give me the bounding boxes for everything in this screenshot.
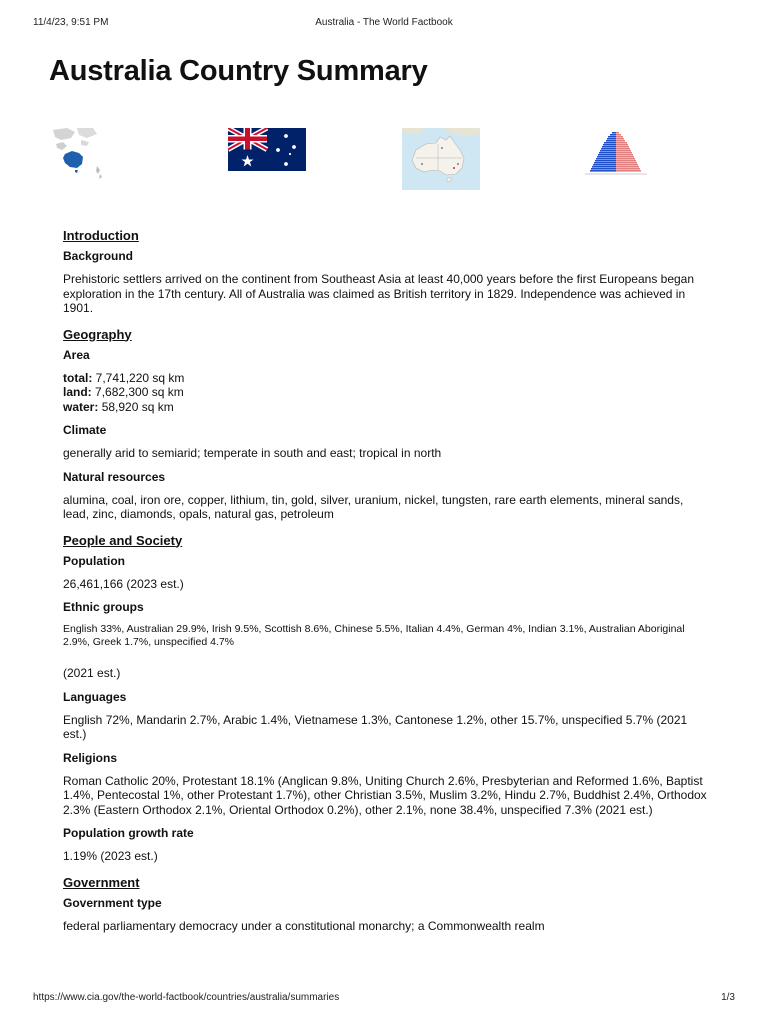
pyramid-male-bar bbox=[608, 136, 616, 138]
field-title-background: Background bbox=[63, 249, 134, 263]
section-title-people-and-society[interactable]: People and Society bbox=[63, 532, 183, 548]
climate-text: generally arid to semiarid; temperate in south and east; tropical in north bbox=[63, 446, 442, 460]
country-map-image[interactable] bbox=[402, 128, 480, 190]
pyramid-female-bar bbox=[616, 158, 635, 160]
pyramid-female-bar bbox=[616, 144, 628, 146]
pyramid-male-bar bbox=[596, 158, 616, 160]
print-url: https://www.cia.gov/the-world-factbook/countries/australia/summaries bbox=[33, 992, 340, 1003]
area-total-label: total: bbox=[63, 370, 93, 385]
pyramid-male-bar bbox=[603, 144, 616, 146]
pyramid-female-bar bbox=[616, 162, 637, 164]
print-header bbox=[0, 17, 768, 31]
background-text: Prehistoric settlers arrived on the continent from Southeast Asia at least 40,000 years before the first Europeans began exploration in the 17th century. All of Australia was claimed as British territory in 1829. Independence was achieved in 1901. bbox=[63, 272, 695, 315]
pyramid-female-bar bbox=[616, 134, 621, 136]
pyramid-male-bar bbox=[592, 166, 616, 168]
natural-resources-text: alumina, coal, iron ore, copper, lithium, tin, gold, silver, uranium, nickel, tungsten, rare earth elements, mineral sands, lead, zinc, diamonds, opals, natural gas, petroleum bbox=[63, 492, 684, 521]
section-title-government[interactable]: Government bbox=[63, 874, 140, 890]
field-title-climate: Climate bbox=[63, 423, 107, 437]
locator-map-image[interactable] bbox=[53, 128, 131, 182]
flag-image[interactable] bbox=[228, 128, 306, 171]
area-total-value: 7,741,220 sq km bbox=[95, 370, 185, 385]
pyramid-male-bar bbox=[600, 150, 616, 152]
section-title-geography[interactable]: Geography bbox=[63, 326, 132, 342]
area-land-value: 7,682,300 sq km bbox=[95, 385, 184, 399]
pyramid-female-bar bbox=[616, 140, 625, 142]
pyramid-female-bar bbox=[616, 152, 632, 154]
field-title-natural-resources: Natural resources bbox=[63, 469, 166, 484]
field-title-population: Population bbox=[63, 553, 125, 568]
pyramid-male-bar bbox=[598, 154, 616, 156]
page-title-suffix: Country Summary bbox=[179, 55, 428, 87]
pyramid-male-bar bbox=[599, 152, 616, 154]
pyramid-male-bar bbox=[604, 142, 616, 144]
pyramid-female-bar bbox=[616, 168, 640, 170]
area-water-value: 58,920 sq km bbox=[101, 399, 174, 414]
pyramid-male-bar bbox=[606, 140, 616, 142]
pyramid-female-bar bbox=[616, 148, 630, 150]
field-title-religions: Religions bbox=[63, 750, 118, 765]
pyramid-male-bar bbox=[595, 160, 616, 162]
languages-text: English 72%, Mandarin 2.7%, Arabic 1.4%, Vietnamese 1.3%, Cantonese 1.2%, other 15.7%, unspecified 5.7% (2021 est.) bbox=[63, 712, 688, 741]
pyramid-male-bar bbox=[610, 134, 616, 136]
pyramid-female-bar bbox=[616, 166, 639, 168]
pyramid-male-bar bbox=[590, 170, 616, 172]
pyramid-male-bar bbox=[601, 148, 616, 150]
pyramid-male-bar bbox=[607, 138, 616, 140]
pyramid-male-bar bbox=[612, 132, 616, 134]
thumbnail-row bbox=[0, 128, 768, 188]
field-title-area: Area bbox=[63, 347, 90, 362]
pyramid-female-bar bbox=[616, 150, 631, 152]
religions-text: Roman Catholic 20%, Protestant 18.1% (Anglican 9.8%, Uniting Church 2.6%, Presbyterian and Reformed 1.6%, Baptist 1.4%, Pentecostal 1%, other Protestant 1.7%), other Christian 3.5%, Muslim 3.2%, Hindu 2.7%, Buddhist 2.4%, Orthodox 2.3% (Eastern Orthodox 2.1%, Oriental Orthodox 0.2%), other 2.1%, none 38.4%, unspecified 7.3% (2021 est.) bbox=[63, 773, 707, 817]
pyramid-male-bar bbox=[602, 146, 616, 148]
pyramid-male-bar bbox=[594, 162, 616, 164]
pyramid-female-bar bbox=[616, 156, 634, 158]
print-footer bbox=[0, 992, 768, 1006]
pyramid-female-bar bbox=[616, 142, 627, 144]
pyramid-female-bar bbox=[616, 164, 638, 166]
pyramid-male-bar bbox=[597, 156, 616, 158]
section-title-introduction[interactable]: Introduction bbox=[63, 228, 139, 243]
pyramid-female-bar bbox=[616, 170, 641, 172]
pyramid-female-bar bbox=[616, 160, 636, 162]
pyramid-female-bar bbox=[616, 132, 619, 134]
print-page-title: Australia - The World Factbook bbox=[315, 17, 453, 28]
population-pyramid-image[interactable] bbox=[577, 128, 655, 178]
pyramid-female-bar bbox=[616, 154, 633, 156]
government-type-text: federal parliamentary democracy under a constitutional monarchy; a Commonwealth realm bbox=[63, 918, 545, 933]
print-page-number: 1/3 bbox=[721, 992, 735, 1003]
ethnic-groups-text: English 33%, Australian 29.9%, Irish 9.5%, Scottish 8.6%, Chinese 5.5%, Italian 4.4%, German 4%, Indian 3.1%, Australian Aboriginal 2.9%, Greek 1.7%, unspecified 4.7% bbox=[63, 623, 685, 648]
pyramid-male-bar bbox=[591, 168, 616, 170]
area-land-label: land: bbox=[63, 385, 92, 399]
page-title bbox=[49, 55, 428, 88]
page-title-country: Australia bbox=[49, 55, 172, 87]
ethnic-groups-note: (2021 est.) bbox=[63, 666, 121, 680]
field-title-languages: Languages bbox=[63, 689, 127, 704]
population-growth-rate-text: 1.19% (2023 est.) bbox=[63, 849, 158, 863]
field-title-ethnic-groups: Ethnic groups bbox=[63, 600, 144, 614]
area-total bbox=[63, 371, 711, 386]
pyramid-male-bar bbox=[593, 164, 616, 166]
area-water bbox=[63, 400, 711, 415]
pyramid-female-bar bbox=[616, 138, 624, 140]
print-datetime: 11/4/23, 9:51 PM bbox=[33, 17, 109, 28]
area-water-label: water: bbox=[63, 399, 99, 414]
population-text: 26,461,166 (2023 est.) bbox=[63, 576, 184, 591]
field-title-population-growth-rate: Population growth rate bbox=[63, 826, 194, 840]
field-title-government-type: Government type bbox=[63, 895, 162, 910]
pyramid-female-bar bbox=[616, 136, 623, 138]
area-land bbox=[63, 385, 711, 400]
pyramid-female-bar bbox=[616, 146, 629, 148]
summary-content bbox=[63, 228, 711, 933]
